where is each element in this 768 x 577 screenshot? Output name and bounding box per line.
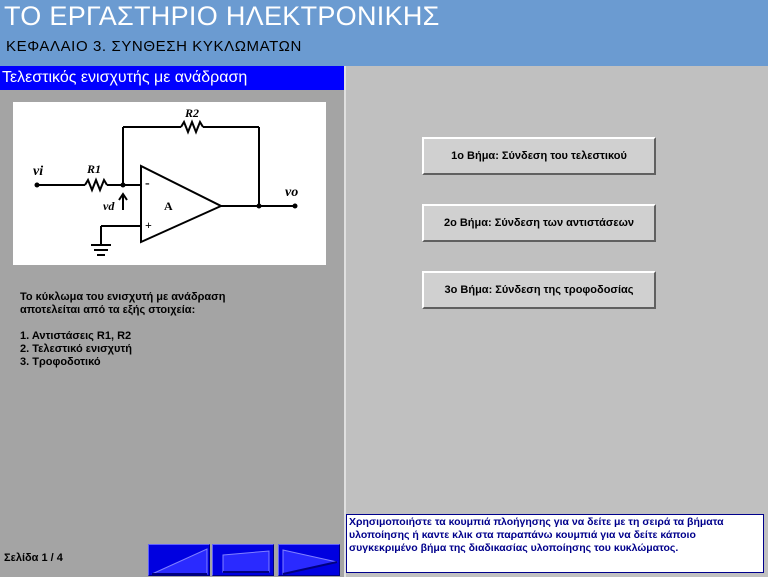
component-item: 2. Τελεστικό ενισχυτή xyxy=(20,343,133,355)
output-junction-dot xyxy=(257,204,262,209)
r1-label: R1 xyxy=(87,162,102,176)
app-title: ΤΟ ΕΡΓΑΣΤΗΡΙΟ ΗΛΕΚΤΡΟΝΙΚΗΣ xyxy=(4,1,440,31)
right-panel xyxy=(346,66,768,577)
rectangle-icon xyxy=(213,545,274,576)
step-2-button[interactable]: 2ο Βήμα: Σύνδεση των αντιστάσεων xyxy=(422,204,656,242)
triangle-left-icon xyxy=(149,545,210,576)
nav-back-button[interactable] xyxy=(148,544,210,576)
description-line: Το κύκλωμα του ενισχυτή με ανάδραση xyxy=(20,291,226,303)
component-item: 3. Τροφοδοτικό xyxy=(20,356,101,368)
circuit-description xyxy=(20,291,225,369)
step-3-button[interactable]: 3ο Βήμα: Σύνδεση της τροφοδοσίας xyxy=(422,271,656,309)
step-1-button[interactable]: 1ο Βήμα: Σύνδεση του τελεστικού xyxy=(422,137,656,175)
arrow-right-icon xyxy=(279,545,340,576)
input-terminal xyxy=(35,183,40,188)
plus-label: + xyxy=(145,218,152,232)
output-terminal xyxy=(293,204,298,209)
description-line: αποτελείται από τα εξής στοιχεία: xyxy=(20,304,196,316)
junction-dot xyxy=(121,183,126,188)
page-indicator: Σελίδα 1 / 4 xyxy=(4,552,63,564)
help-text: Χρησιμοποιήστε τα κουμπιά πλοήγησης για να δείτε με τη σειρά τα βήματα υλοποίησης ή καντε κλικ στα παραπάνω κουμπιά για να δείτε κάποιο συγκεκριμένο βήμα της διαδικασίας υλοποίησης του κυκλώματος. xyxy=(346,514,764,573)
amp-label: A xyxy=(164,199,173,213)
component-item: 1. Αντιστάσεις R1, R2 xyxy=(20,330,132,342)
vd-label: vd xyxy=(103,199,115,213)
chapter-title: ΚΕΦΑΛΑΙΟ 3. ΣΥΝΘΕΣΗ ΚΥΚΛΩΜΑΤΩΝ xyxy=(6,38,302,55)
circuit-diagram xyxy=(13,102,326,265)
left-panel xyxy=(0,66,344,577)
minus-label: - xyxy=(145,176,150,191)
r2-label: R2 xyxy=(185,106,200,120)
section-title: Τελεστικός ενισχυτής με ανάδραση xyxy=(0,66,344,90)
title-bar xyxy=(0,0,768,66)
vi-label: vi xyxy=(33,164,44,179)
nav-next-button[interactable] xyxy=(278,544,340,576)
circuit-figure xyxy=(13,102,326,265)
vo-label: vo xyxy=(285,185,299,200)
nav-stop-button[interactable] xyxy=(212,544,274,576)
